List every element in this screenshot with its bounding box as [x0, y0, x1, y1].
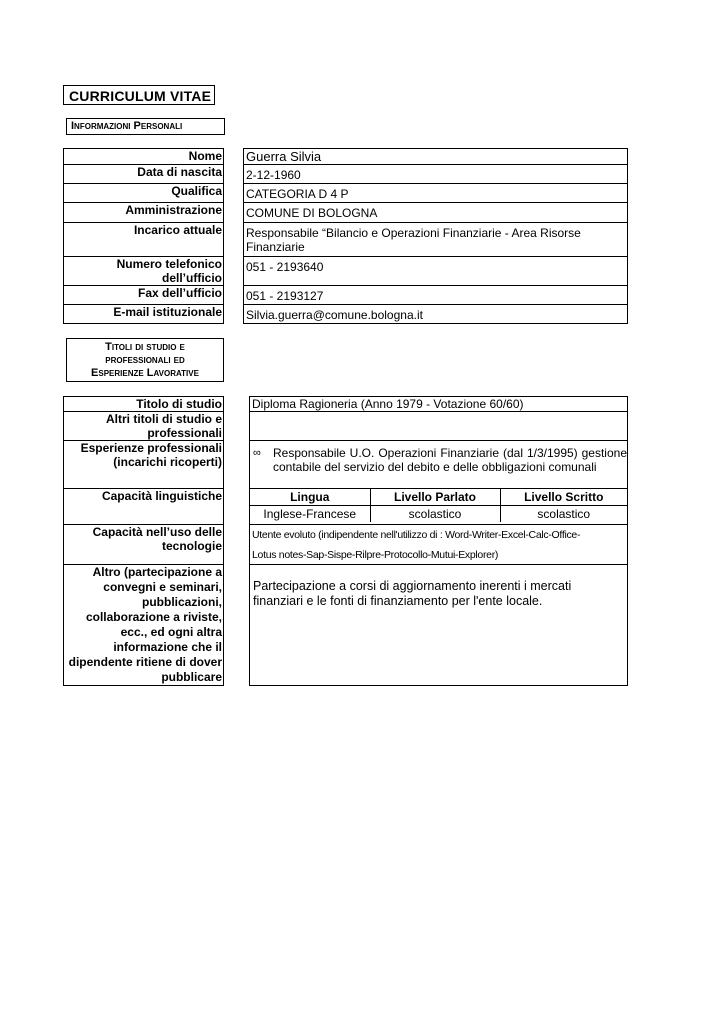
label-data-nascita: Data di nascita [64, 165, 224, 184]
table-row [64, 412, 628, 441]
lingue-header-parlato: Livello Parlato [370, 489, 500, 506]
label-amministrazione: Amministrazione [64, 203, 224, 223]
document-title: CURRICULUM VITAE [63, 85, 215, 105]
lingue-cell-lingua: Inglese-Francese [250, 506, 370, 523]
label-esperienze: Esperienze professionali (incarichi ricoperti) [64, 441, 224, 489]
lingue-header-row [250, 489, 627, 506]
section-heading-titoli [66, 338, 224, 382]
lingue-header-scritto: Livello Scritto [500, 489, 627, 506]
table-row [64, 397, 628, 412]
value-amministrazione: COMUNE DI BOLOGNA [244, 203, 628, 223]
tecnologie-line: Lotus notes-Sap-Sispe-Rilpre-Protocollo-Mutui-Explorer) [252, 549, 499, 561]
value-telefono: 051 - 2193640 [244, 257, 628, 286]
lingue-cell-parlato: scolastico [370, 506, 500, 523]
table-row [64, 441, 628, 489]
table-row [64, 525, 628, 565]
value-incarico-attuale: Responsabile “Bilancio e Operazioni Finanziarie - Area Risorse Finanziarie [244, 223, 628, 257]
value-capacita-linguistiche [250, 489, 628, 525]
value-altro: Partecipazione a corsi di aggiornamento inerenti i mercati finanziari e le fonti di finanziamento per l'ente locale. [250, 565, 628, 686]
section-heading-line: Esperienze Lavorative [91, 367, 199, 379]
table-row [64, 203, 628, 223]
label-qualifica: Qualifica [64, 184, 224, 203]
label-titolo-studio: Titolo di studio [64, 397, 224, 412]
lingue-header-lingua: Lingua [250, 489, 370, 506]
section-heading-line: professionali ed [105, 354, 185, 366]
label-fax: Fax dell’ufficio [64, 286, 224, 305]
section-heading-personal: Informazioni Personali [66, 118, 225, 135]
lingue-row [250, 506, 627, 523]
label-incarico-attuale: Incarico attuale [64, 223, 224, 257]
table-row [64, 565, 628, 686]
tecnologie-line: Utente evoluto (indipendente nell'utilizzo di : Word-Writer-Excel-Calc-Office- [252, 529, 581, 541]
table-row [64, 286, 628, 305]
label-tecnologie: Capacità nell’uso delle tecnologie [64, 525, 224, 565]
bullet-icon: ∞ [253, 447, 261, 459]
value-email: Silvia.guerra@comune.bologna.it [244, 305, 628, 324]
personal-info-table [63, 148, 628, 324]
label-capacita-linguistiche: Capacità linguistiche [64, 489, 224, 525]
lingue-table [250, 489, 627, 522]
value-data-nascita: 2-12-1960 [244, 165, 628, 184]
value-tecnologie [250, 525, 628, 565]
section-heading-line: Titoli di studio e [105, 341, 185, 353]
value-altri-titoli [250, 412, 628, 441]
value-nome: Guerra Silvia [244, 149, 628, 165]
label-altri-titoli: Altri titoli di studio e professionali [64, 412, 224, 441]
table-row [64, 149, 628, 165]
label-email: E-mail istituzionale [64, 305, 224, 324]
value-titolo-studio: Diploma Ragioneria (Anno 1979 - Votazione 60/60) [250, 397, 628, 412]
titoli-esperienze-table [63, 396, 628, 686]
table-row [64, 257, 628, 286]
table-row [64, 165, 628, 184]
table-row [64, 223, 628, 257]
label-altro: Altro (partecipazione a convegni e seminari, pubblicazioni, collaborazione a riviste, ecc., ed ogni altra informazione che il dipendente ritiene di dover pubblicare [64, 565, 224, 686]
table-row [64, 305, 628, 324]
value-qualifica: CATEGORIA D 4 P [244, 184, 628, 203]
table-row [64, 184, 628, 203]
table-row [64, 489, 628, 525]
lingue-cell-scritto: scolastico [500, 506, 627, 523]
value-esperienze [250, 441, 628, 489]
esperienze-text: Responsabile U.O. Operazioni Finanziarie (dal 1/3/1995) gestione contabile del servizio del debito e delle obbligazioni comunali [273, 446, 627, 474]
label-telefono: Numero telefonico dell’ufficio [64, 257, 224, 286]
label-nome: Nome [64, 149, 224, 165]
value-fax: 051 - 2193127 [244, 286, 628, 305]
